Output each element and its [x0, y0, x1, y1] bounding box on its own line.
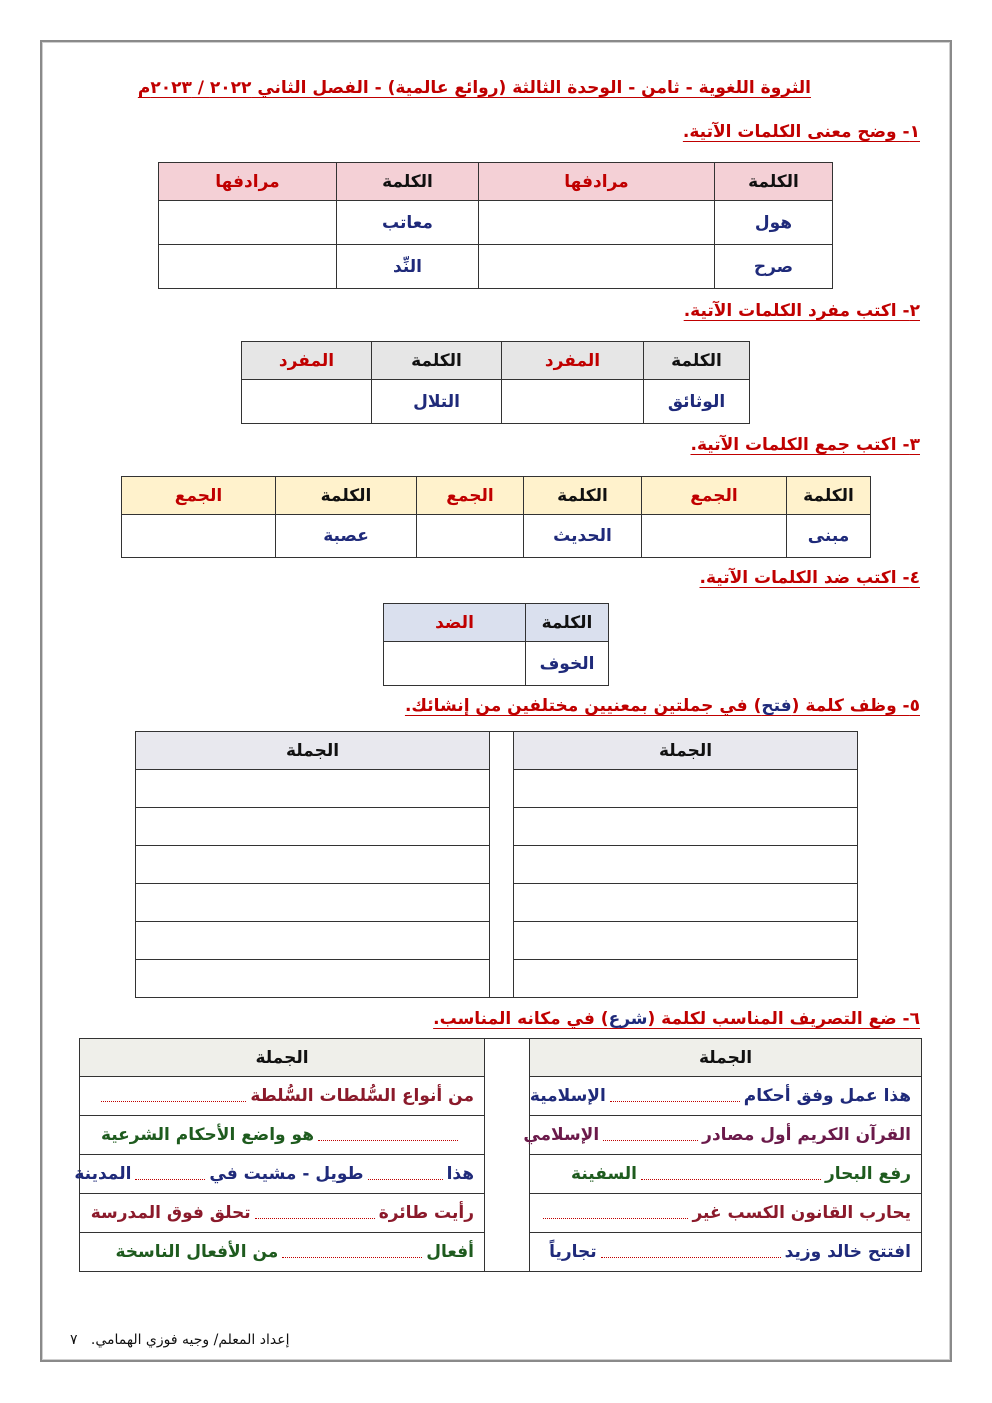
header-sentence: الجملة: [514, 732, 858, 770]
word-cell: معاتب: [337, 201, 479, 245]
sentence-text: رفع البحار: [824, 1164, 911, 1184]
blank[interactable]: [282, 1247, 422, 1258]
header-singular: المفرد: [502, 342, 644, 380]
answer-cell[interactable]: [479, 201, 715, 245]
answer-cell[interactable]: [502, 380, 644, 424]
sentence-text: المدينة: [74, 1164, 132, 1184]
answer-cell[interactable]: [242, 380, 372, 424]
table-row: [384, 642, 609, 686]
synonyms-table: [158, 162, 833, 289]
sentence-cell: [530, 1155, 922, 1194]
word-cell: التلال: [372, 380, 502, 424]
heading-text: ) في جملتين بمعنيين مختلفين من إنشائك.: [404, 696, 762, 716]
answer-line[interactable]: [136, 960, 490, 998]
sentence-cell: [530, 1233, 922, 1272]
sentence-text: يحارب القانون الكسب غير: [692, 1203, 911, 1223]
sentence-cell: [74, 1155, 485, 1194]
table-row: [159, 201, 833, 245]
header-word: الكلمة: [276, 477, 417, 515]
answer-cell[interactable]: [122, 515, 276, 558]
sentence-cell: [523, 1116, 922, 1155]
header-synonym: مرادفها: [159, 163, 337, 201]
section5-heading: [405, 696, 920, 716]
keyword: فتح: [761, 696, 792, 716]
sentence-text: أفعال: [426, 1242, 474, 1262]
sentence-text: من أنواع السُّلطات السُّلطة: [250, 1086, 474, 1106]
answer-line[interactable]: [136, 922, 490, 960]
plural-table: [121, 476, 871, 558]
header-sentence: الجملة: [80, 1039, 485, 1077]
sentence-text: هذا: [446, 1164, 474, 1184]
header-word: الكلمة: [715, 163, 833, 201]
header-singular: المفرد: [242, 342, 372, 380]
answer-cell[interactable]: [479, 245, 715, 289]
blank[interactable]: [135, 1169, 205, 1180]
sentence-text: الإسلامية: [529, 1086, 606, 1106]
header-plural: الجمع: [122, 477, 276, 515]
sentence-cell: [80, 1233, 485, 1272]
sentence-text: القرآن الكريم أول مصادر: [702, 1125, 911, 1145]
table-row: [122, 515, 871, 558]
answer-cell[interactable]: [159, 245, 337, 289]
word-cell: الخوف: [526, 642, 609, 686]
sentence-cell: [80, 1077, 485, 1116]
antonym-table: [383, 603, 609, 686]
header-word: الكلمة: [372, 342, 502, 380]
answer-line[interactable]: [136, 884, 490, 922]
author-credit: إعداد المعلم/ وجيه فوزي الهمامي.: [90, 1332, 290, 1348]
header-word: الكلمة: [524, 477, 642, 515]
sentence-cell: [530, 1194, 922, 1233]
spacer-column: [485, 1039, 530, 1272]
section6-heading: [433, 1009, 920, 1029]
answer-line[interactable]: [514, 770, 858, 808]
answer-line[interactable]: [136, 808, 490, 846]
header-plural: الجمع: [642, 477, 787, 515]
keyword: شرع: [608, 1009, 648, 1029]
section1-heading: ١- وضح معنى الكلمات الآتية.: [682, 122, 920, 142]
header-sentence: الجملة: [530, 1039, 922, 1077]
header-sentence: الجملة: [136, 732, 490, 770]
page-title: الثروة اللغوية - ثامن - الوحدة الثالثة (روائع عالمية) - الفصل الثاني ٢٠٢٢ / ٢٠٢٣م: [137, 78, 811, 98]
spacer-column: [490, 732, 514, 998]
answer-cell[interactable]: [642, 515, 787, 558]
sentence-cell: [80, 1194, 485, 1233]
sentence-text: هذا عمل وفق أحكام: [743, 1086, 911, 1106]
header-word: الكلمة: [337, 163, 479, 201]
sentence-text: هو واضع الأحكام الشرعية: [100, 1125, 314, 1145]
sentences-table: [135, 731, 858, 998]
table-row: [242, 380, 750, 424]
header-word: الكلمة: [526, 604, 609, 642]
blank[interactable]: [610, 1091, 740, 1102]
section2-heading: ٢- اكتب مفرد الكلمات الآتية.: [683, 301, 920, 321]
heading-text: ) في مكانه المناسب.: [433, 1009, 609, 1029]
section3-heading: ٣- اكتب جمع الكلمات الآتية.: [690, 435, 920, 455]
sentence-text: رأيت طائرة: [378, 1203, 474, 1223]
word-cell: صرح: [715, 245, 833, 289]
section4-heading: ٤- اكتب ضد الكلمات الآتية.: [699, 568, 920, 588]
sentence-text: تحلق فوق المدرسة: [90, 1203, 251, 1223]
word-cell: مبنى: [787, 515, 871, 558]
sentence-text: من الأفعال الناسخة: [115, 1242, 279, 1262]
header-plural: الجمع: [417, 477, 524, 515]
sentence-text: طويل - مشيت في: [209, 1164, 364, 1184]
sentence-text: الإسلامي: [523, 1125, 600, 1145]
blank[interactable]: [318, 1130, 458, 1141]
answer-line[interactable]: [136, 846, 490, 884]
answer-line[interactable]: [514, 884, 858, 922]
sentence-text: تجارياً: [549, 1242, 597, 1262]
answer-line[interactable]: [514, 846, 858, 884]
word-cell: الحديث: [524, 515, 642, 558]
blank[interactable]: [601, 1247, 781, 1258]
table-row: [159, 245, 833, 289]
blank[interactable]: [603, 1130, 698, 1141]
blank[interactable]: [255, 1208, 375, 1219]
blank[interactable]: [641, 1169, 821, 1180]
answer-line[interactable]: [514, 922, 858, 960]
header-word: الكلمة: [644, 342, 750, 380]
answer-cell[interactable]: [384, 642, 526, 686]
sentence-text: افتتح خالد وزيد: [784, 1242, 911, 1262]
blank[interactable]: [368, 1169, 443, 1180]
sentence-text: السفينة: [571, 1164, 637, 1184]
word-cell: هول: [715, 201, 833, 245]
answer-line[interactable]: [514, 960, 858, 998]
sentence-cell: [530, 1077, 922, 1116]
blank[interactable]: [543, 1208, 688, 1219]
page-number: ٧: [70, 1332, 78, 1348]
blank[interactable]: [101, 1091, 246, 1102]
header-word: الكلمة: [787, 477, 871, 515]
footer: [70, 1332, 289, 1348]
word-cell: الوثائق: [644, 380, 750, 424]
sentence-cell: [80, 1116, 485, 1155]
answer-line[interactable]: [514, 808, 858, 846]
word-cell: عصبة: [276, 515, 417, 558]
conjugation-table: [74, 1038, 922, 1272]
word-cell: النِّد: [337, 245, 479, 289]
header-antonym: الضد: [384, 604, 526, 642]
heading-text: ٥- وظف كلمة (: [791, 696, 920, 716]
answer-cell[interactable]: [417, 515, 524, 558]
answer-cell[interactable]: [159, 201, 337, 245]
heading-text: ٦- ضع التصريف المناسب لكلمة (: [647, 1009, 920, 1029]
singular-table: [241, 341, 750, 424]
header-synonym: مرادفها: [479, 163, 715, 201]
answer-line[interactable]: [136, 770, 490, 808]
